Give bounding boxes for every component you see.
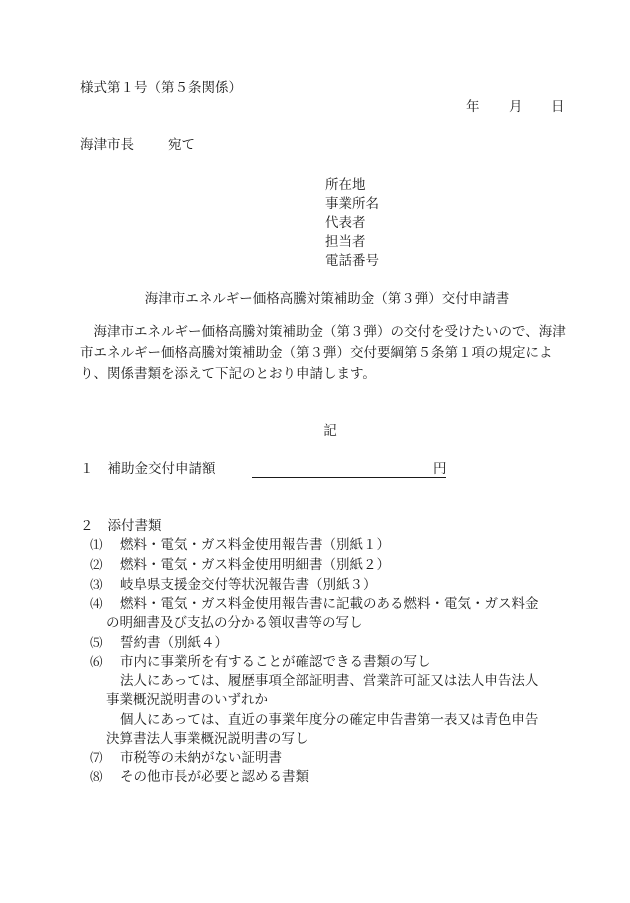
item-2 [80,517,162,535]
attachment-text: 市内に事業所を有することが確認できる書類の写し [120,654,431,670]
attachment-text: 岐阜県支援金交付等状況報告書（別紙３） [120,577,377,593]
field-address: 所在地 [325,177,366,193]
attachment-note-continuation: 決算書法人事業概況説明書の写し [106,731,309,747]
attachment-number: ⑴ [90,537,103,552]
field-contact-person: 担当者 [325,234,366,250]
attachment-continuation: の明細書及び支払の分かる領収書等の写し [106,615,363,631]
item-1-label: 補助金交付申請額 [107,461,216,477]
field-representative: 代表者 [325,215,366,231]
attachment-number: ⑺ [90,750,103,765]
yen-unit: 円 [433,461,447,477]
attachment-text: 燃料・電気・ガス料金使用報告書（別紙１） [120,537,390,553]
attachment-number: ⑻ [90,769,103,784]
form-number: 様式第１号（第５条関係） [80,80,242,96]
addressee-name: 海津市長 [80,137,134,153]
attachment-item [90,634,228,652]
date-month-label: 月 [509,99,523,115]
addressee [80,136,195,154]
attachment-note-continuation: 事業概況説明書のいずれか [106,692,268,708]
amount-field[interactable] [252,460,446,478]
attachment-text: 誓約書（別紙４） [120,635,228,651]
body-paragraph: 海津市エネルギー価格高騰対策補助金（第３弾）の交付を受けたいので、海津市エネルギー価格高騰対策補助金（第３弾）交付要綱第５条第１項の規定により、関係書類を添えて下記のとおり申請します。 [80,324,566,382]
attachment-item [90,595,539,613]
ki-heading: 記 [323,423,337,439]
attachment-number: ⑷ [90,596,103,611]
date-year-label: 年 [466,99,480,115]
attachment-text: 燃料・電気・ガス料金使用報告書に記載のある燃料・電気・ガス料金 [120,596,539,612]
attachment-text: 市税等の未納がない証明書 [120,750,282,766]
attachment-note: 個人にあっては、直近の事業年度分の確定申告書第一表又は青色申告 [120,712,539,728]
attachment-number: ⑸ [90,635,103,650]
attachment-item [90,536,390,554]
attachment-item [90,749,282,767]
attachment-text: その他市長が必要と認める書類 [120,769,309,785]
attachment-number: ⑹ [90,654,103,669]
attachment-item [90,556,390,574]
attachment-item [90,768,309,786]
attachment-note: 法人にあっては、履歴事項全部証明書、営業許可証又は法人申告法人 [120,673,539,689]
field-phone: 電話番号 [325,253,379,269]
attachment-number: ⑵ [90,557,103,572]
addressee-suffix: 宛て [168,137,195,153]
item-1-number: １ [80,461,94,477]
field-business-name: 事業所名 [325,196,379,212]
date-day-label: 日 [551,99,565,115]
attachment-number: ⑶ [90,577,103,592]
attachment-item [90,653,431,671]
item-2-label: 添付書類 [107,518,162,534]
document-title: 海津市エネルギー価格高騰対策補助金（第３弾）交付申請書 [144,291,510,307]
item-1 [80,460,216,478]
attachment-item [90,576,377,594]
item-2-number: ２ [80,518,94,534]
attachment-text: 燃料・電気・ガス料金使用明細書（別紙２） [120,557,390,573]
